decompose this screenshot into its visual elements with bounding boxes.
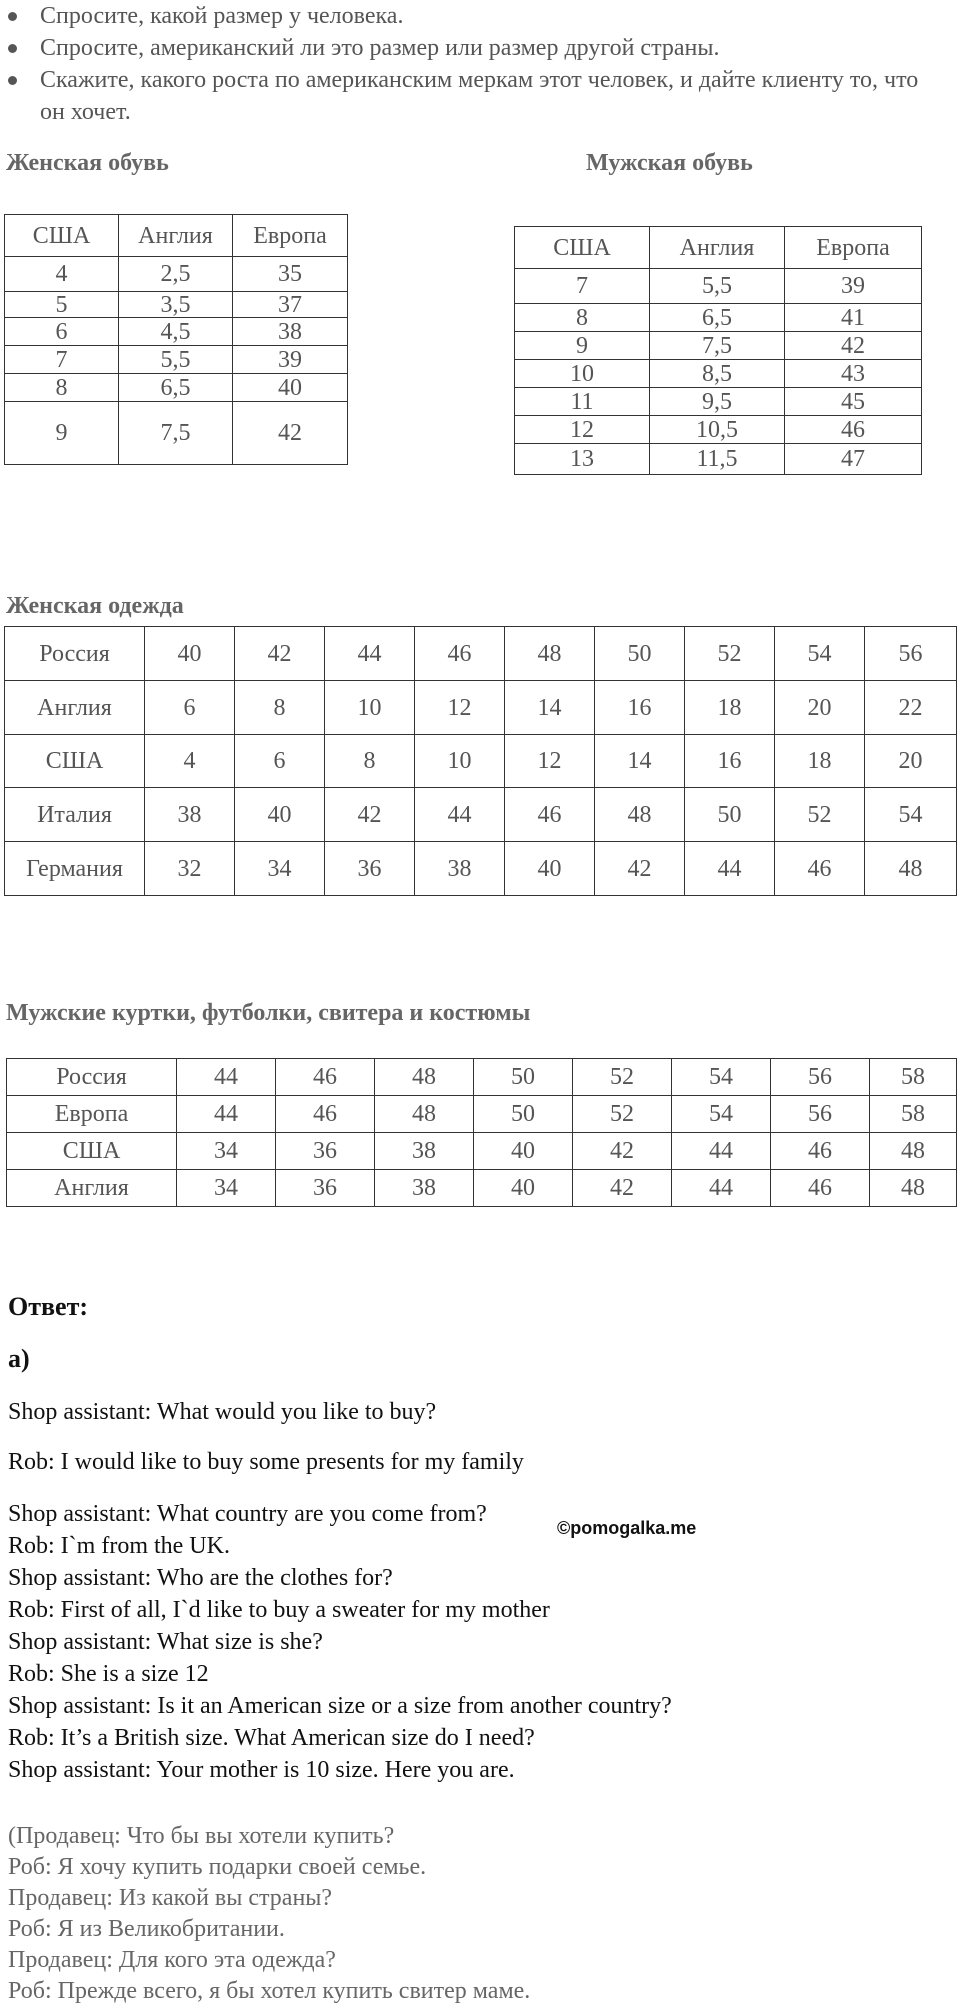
table-row — [7, 1170, 957, 1207]
table-row — [515, 332, 922, 360]
table-row — [5, 292, 348, 318]
table-header-row — [515, 227, 922, 269]
table-cell: 50 — [474, 1059, 573, 1096]
table-cell: 2,5 — [119, 257, 233, 292]
table-row — [515, 304, 922, 332]
table-cell: 44 — [672, 1170, 771, 1207]
table-cell: 39 — [233, 346, 348, 374]
table-cell: Европа — [233, 215, 348, 257]
table-cell: 5,5 — [119, 346, 233, 374]
table-cell: 44 — [685, 842, 775, 896]
table-cell: 52 — [573, 1059, 672, 1096]
table-row — [5, 374, 348, 402]
table-cell: Италия — [5, 788, 145, 842]
table-cell: 16 — [685, 735, 775, 788]
table-cell: 22 — [865, 681, 957, 735]
table-row — [515, 444, 922, 475]
dialogue-line: Rob: It’s a British size. What American size do I need? — [8, 1725, 535, 1751]
table-cell: Англия — [119, 215, 233, 257]
table-row — [5, 627, 957, 681]
table-cell: Европа — [785, 227, 922, 269]
table-row — [7, 1059, 957, 1096]
table-row — [515, 269, 922, 304]
men-clothes-title: Мужские куртки, футболки, свитера и костюмы — [6, 1000, 531, 1026]
table-cell: 41 — [785, 304, 922, 332]
table-cell: 32 — [145, 842, 235, 896]
table-row — [5, 402, 348, 465]
table-cell: 47 — [785, 444, 922, 475]
instruction-item: Скажите, какого роста по американским меркам этот человек, и дайте клиенту то, что он хочет. — [8, 64, 948, 128]
table-cell: 7 — [5, 346, 119, 374]
table-cell: 48 — [870, 1170, 957, 1207]
table-cell: 9 — [5, 402, 119, 465]
table-cell: Англия — [650, 227, 785, 269]
instruction-item: Спросите, какой размер у человека. — [8, 0, 948, 32]
dialogue-line: Rob: I`m from the UK. — [8, 1533, 230, 1559]
table-cell: Россия — [5, 627, 145, 681]
table-cell: 36 — [276, 1133, 375, 1170]
table-cell: 4,5 — [119, 318, 233, 346]
table-cell: 10 — [325, 681, 415, 735]
dialogue-line: Shop assistant: What would you like to buy? — [8, 1399, 437, 1425]
dialogue-line: Shop assistant: Who are the clothes for? — [8, 1565, 393, 1591]
table-cell: 50 — [685, 788, 775, 842]
table-cell: 7 — [515, 269, 650, 304]
table-cell: 12 — [415, 681, 505, 735]
table-cell: 42 — [595, 842, 685, 896]
table-cell: 42 — [573, 1133, 672, 1170]
table-cell: США — [5, 215, 119, 257]
table-cell: 37 — [233, 292, 348, 318]
table-cell: 44 — [177, 1096, 276, 1133]
dialogue-line: Rob: She is a size 12 — [8, 1661, 209, 1687]
table-cell: 18 — [775, 735, 865, 788]
table-row — [515, 388, 922, 416]
dialogue-line: Shop assistant: Your mother is 10 size. Here you are. — [8, 1757, 515, 1783]
table-cell: 40 — [235, 788, 325, 842]
dialogue-line: Shop assistant: What size is she? — [8, 1629, 323, 1655]
table-cell: 46 — [505, 788, 595, 842]
table-cell: 44 — [325, 627, 415, 681]
table-cell: США — [515, 227, 650, 269]
table-cell: 46 — [771, 1133, 870, 1170]
table-cell: 36 — [276, 1170, 375, 1207]
table-cell: 10 — [415, 735, 505, 788]
table-cell: 43 — [785, 360, 922, 388]
table-row — [5, 735, 957, 788]
table-cell: 18 — [685, 681, 775, 735]
table-cell: 36 — [325, 842, 415, 896]
table-cell: 9,5 — [650, 388, 785, 416]
table-row — [5, 788, 957, 842]
table-row — [7, 1133, 957, 1170]
translation-line: Роб: Прежде всего, я бы хотел купить свитер маме. — [8, 1978, 531, 2004]
table-cell: 40 — [505, 842, 595, 896]
table-row — [5, 318, 348, 346]
table-cell: 3,5 — [119, 292, 233, 318]
table-header-row — [5, 215, 348, 257]
table-cell: 56 — [771, 1059, 870, 1096]
dialogue-line: Shop assistant: Is it an American size or a size from another country? — [8, 1693, 672, 1719]
table-cell: 9 — [515, 332, 650, 360]
table-row — [5, 346, 348, 374]
table-row — [515, 416, 922, 444]
table-cell: 48 — [505, 627, 595, 681]
translation-line: Продавец: Из какой вы страны? — [8, 1885, 333, 1911]
table-row — [515, 360, 922, 388]
table-cell: 56 — [865, 627, 957, 681]
table-cell: 12 — [505, 735, 595, 788]
table-cell: 6 — [235, 735, 325, 788]
table-cell: 40 — [474, 1170, 573, 1207]
table-cell: 54 — [775, 627, 865, 681]
table-cell: 5,5 — [650, 269, 785, 304]
table-cell: 8,5 — [650, 360, 785, 388]
table-cell: 4 — [5, 257, 119, 292]
table-cell: 46 — [771, 1170, 870, 1207]
watermark: ©pomogalka.me — [557, 1518, 697, 1538]
table-cell: 6 — [5, 318, 119, 346]
table-cell: 35 — [233, 257, 348, 292]
table-cell: 14 — [595, 735, 685, 788]
table-cell: 40 — [233, 374, 348, 402]
table-row — [5, 681, 957, 735]
table-cell: Европа — [7, 1096, 177, 1133]
table-row — [5, 842, 957, 896]
table-cell: 52 — [573, 1096, 672, 1133]
table-cell: 11 — [515, 388, 650, 416]
table-cell: 38 — [375, 1170, 474, 1207]
table-cell: 4 — [145, 735, 235, 788]
table-cell: 38 — [145, 788, 235, 842]
table-cell: США — [7, 1133, 177, 1170]
women-shoes-title: Женская обувь — [6, 150, 169, 176]
table-cell: 58 — [870, 1096, 957, 1133]
table-cell: 38 — [233, 318, 348, 346]
translation-line: Продавец: Для кого эта одежда? — [8, 1947, 336, 1973]
table-cell: 45 — [785, 388, 922, 416]
table-cell: 50 — [474, 1096, 573, 1133]
table-cell: 44 — [672, 1133, 771, 1170]
table-cell: 8 — [235, 681, 325, 735]
table-cell: 50 — [595, 627, 685, 681]
table-cell: Англия — [5, 681, 145, 735]
dialogue-line: Rob: First of all, I`d like to buy a sweater for my mother — [8, 1597, 550, 1623]
table-cell: 42 — [235, 627, 325, 681]
table-cell: 40 — [145, 627, 235, 681]
table-cell: 8 — [325, 735, 415, 788]
table-cell: 6,5 — [650, 304, 785, 332]
table-cell: 10,5 — [650, 416, 785, 444]
part-label: a) — [8, 1344, 30, 1373]
table-cell: 44 — [415, 788, 505, 842]
translation-line: Роб: Я из Великобритании. — [8, 1916, 285, 1942]
women-clothes-title: Женская одежда — [6, 593, 184, 619]
table-cell: 46 — [775, 842, 865, 896]
table-cell: 14 — [505, 681, 595, 735]
table-cell: США — [5, 735, 145, 788]
table-cell: 20 — [775, 681, 865, 735]
table-cell: 54 — [672, 1096, 771, 1133]
table-cell: 48 — [595, 788, 685, 842]
table-cell: 48 — [865, 842, 957, 896]
table-cell: 6 — [145, 681, 235, 735]
table-cell: 10 — [515, 360, 650, 388]
table-cell: 46 — [785, 416, 922, 444]
table-cell: 7,5 — [650, 332, 785, 360]
table-cell: 52 — [685, 627, 775, 681]
men-shoes-table — [514, 226, 922, 475]
women-clothes-table — [4, 626, 957, 896]
table-cell: 38 — [375, 1133, 474, 1170]
women-shoes-table — [4, 214, 348, 465]
table-cell: 20 — [865, 735, 957, 788]
table-cell: 12 — [515, 416, 650, 444]
table-cell: 40 — [474, 1133, 573, 1170]
table-cell: 44 — [177, 1059, 276, 1096]
table-row — [7, 1096, 957, 1133]
table-cell: 46 — [276, 1059, 375, 1096]
table-cell: Россия — [7, 1059, 177, 1096]
table-cell: 48 — [375, 1096, 474, 1133]
table-cell: 46 — [276, 1096, 375, 1133]
instruction-item: Спросите, американский ли это размер или размер другой страны. — [8, 32, 948, 64]
table-cell: 11,5 — [650, 444, 785, 475]
men-clothes-table — [6, 1058, 957, 1207]
table-cell: 34 — [177, 1170, 276, 1207]
table-cell: 38 — [415, 842, 505, 896]
table-cell: 46 — [415, 627, 505, 681]
translation-line: Роб: Я хочу купить подарки своей семье. — [8, 1854, 427, 1880]
table-cell: 5 — [5, 292, 119, 318]
answer-label: Ответ: — [8, 1292, 89, 1321]
table-cell: 6,5 — [119, 374, 233, 402]
table-cell: 42 — [325, 788, 415, 842]
table-cell: 42 — [573, 1170, 672, 1207]
table-cell: 34 — [177, 1133, 276, 1170]
dialogue-line: Rob: I would like to buy some presents for my family — [8, 1449, 524, 1475]
table-cell: 39 — [785, 269, 922, 304]
table-cell: Англия — [7, 1170, 177, 1207]
instructions-list — [8, 0, 948, 128]
table-cell: 13 — [515, 444, 650, 475]
men-shoes-title: Мужская обувь — [586, 150, 753, 176]
table-cell: 8 — [515, 304, 650, 332]
table-cell: Германия — [5, 842, 145, 896]
table-cell: 58 — [870, 1059, 957, 1096]
translation-line: (Продавец: Что бы вы хотели купить? — [8, 1823, 395, 1849]
table-row — [5, 257, 348, 292]
table-cell: 48 — [375, 1059, 474, 1096]
table-cell: 8 — [5, 374, 119, 402]
table-cell: 54 — [672, 1059, 771, 1096]
table-cell: 42 — [233, 402, 348, 465]
table-cell: 42 — [785, 332, 922, 360]
table-cell: 48 — [870, 1133, 957, 1170]
table-cell: 52 — [775, 788, 865, 842]
table-cell: 16 — [595, 681, 685, 735]
table-cell: 34 — [235, 842, 325, 896]
table-cell: 7,5 — [119, 402, 233, 465]
dialogue-line: Shop assistant: What country are you come from? — [8, 1501, 487, 1527]
table-cell: 56 — [771, 1096, 870, 1133]
table-cell: 54 — [865, 788, 957, 842]
